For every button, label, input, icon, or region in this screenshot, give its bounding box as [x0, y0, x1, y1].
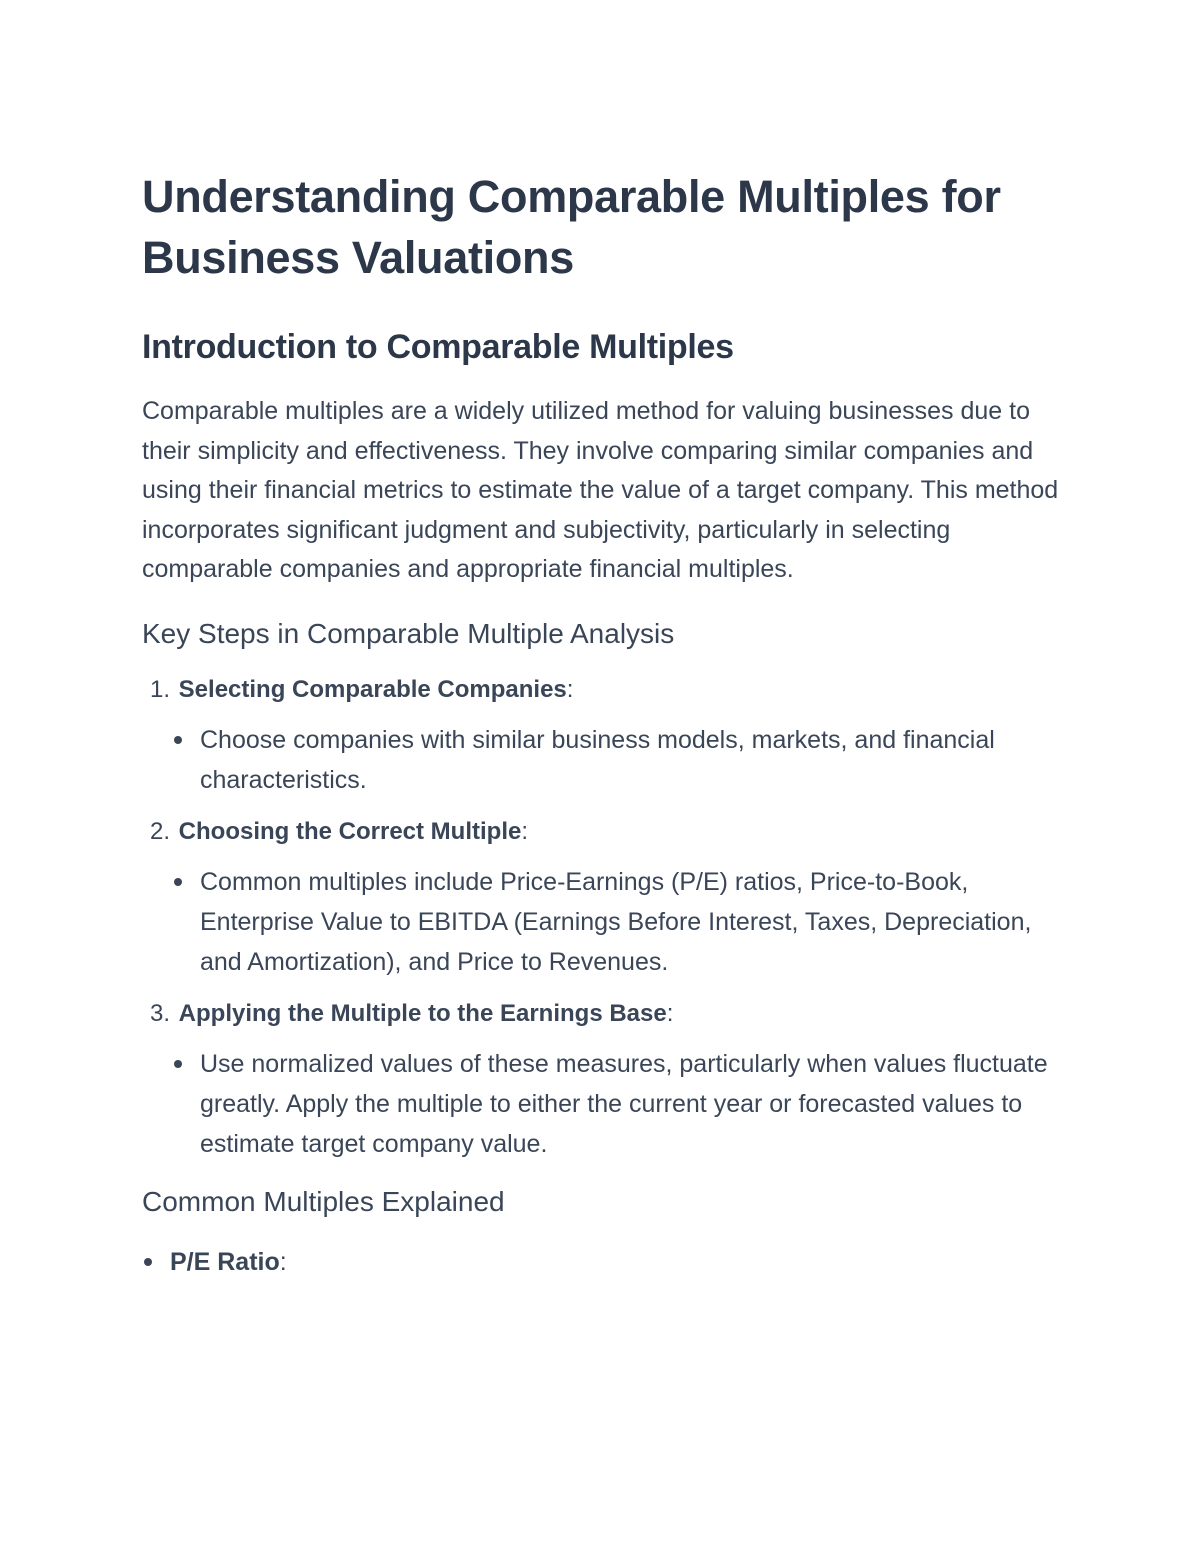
multiples-heading: Common Multiples Explained [142, 1185, 505, 1217]
step-detail-text: Use normalized values of these measures, particularly when values fluctuate greatly. Apply the multiple to either the current year or forecasted values to estimate target company value. [200, 1049, 1048, 1158]
bullet-icon [174, 1060, 182, 1068]
step-item [142, 814, 1062, 982]
step-number: 2. [149, 817, 170, 845]
multiple-label: P/E Ratio [170, 1247, 280, 1276]
step-detail-list [142, 1044, 1062, 1164]
step-number: 1. [149, 675, 170, 703]
step-colon: : [521, 817, 529, 845]
step-heading [142, 814, 1062, 850]
step-heading [142, 996, 1062, 1032]
steps-list [142, 672, 1062, 1164]
step-detail [172, 720, 1062, 800]
step-detail-list [142, 862, 1062, 982]
intro-heading: Introduction to Comparable Multiples [142, 328, 734, 366]
intro-paragraph: Comparable multiples are a widely utilized method for valuing businesses due to their simplicity and effectiveness. They involve comparing similar companies and using their financial metrics to estimate the value of a target company. This method incorporates significant judgment and subjectivity, particularly in selecting comparable companies and appropriate financial multiples. [142, 397, 1059, 584]
multiple-colon: : [279, 1247, 287, 1276]
step-number: 3. [149, 999, 170, 1027]
step-title: Applying the Multiple to the Earnings Base [178, 999, 667, 1027]
step-detail-text: Choose companies with similar business models, markets, and financial characteristics. [200, 725, 995, 794]
bullet-icon [174, 736, 182, 744]
multiples-list [142, 1242, 1062, 1282]
step-detail [172, 1044, 1062, 1164]
steps-heading: Key Steps in Comparable Multiple Analysis [142, 617, 675, 649]
step-item [142, 672, 1062, 800]
step-title: Selecting Comparable Companies [178, 675, 567, 703]
step-title: Choosing the Correct Multiple [178, 817, 522, 845]
bullet-icon [174, 878, 182, 886]
bullet-icon [144, 1258, 152, 1266]
step-colon: : [566, 675, 574, 703]
step-detail [172, 862, 1062, 982]
document-page [142, 166, 1062, 1282]
step-detail-list [142, 720, 1062, 800]
step-colon: : [666, 999, 674, 1027]
step-heading [142, 672, 1062, 708]
multiple-item [142, 1242, 1062, 1282]
step-detail-text: Common multiples include Price-Earnings (P/E) ratios, Price-to-Book, Enterprise Value to EBITDA (Earnings Before Interest, Taxes, Depreciation, and Amortization), and Price to Revenues. [200, 867, 1032, 976]
document-title: Understanding Comparable Multiples for Business Valuations [142, 171, 1001, 283]
step-item [142, 996, 1062, 1164]
